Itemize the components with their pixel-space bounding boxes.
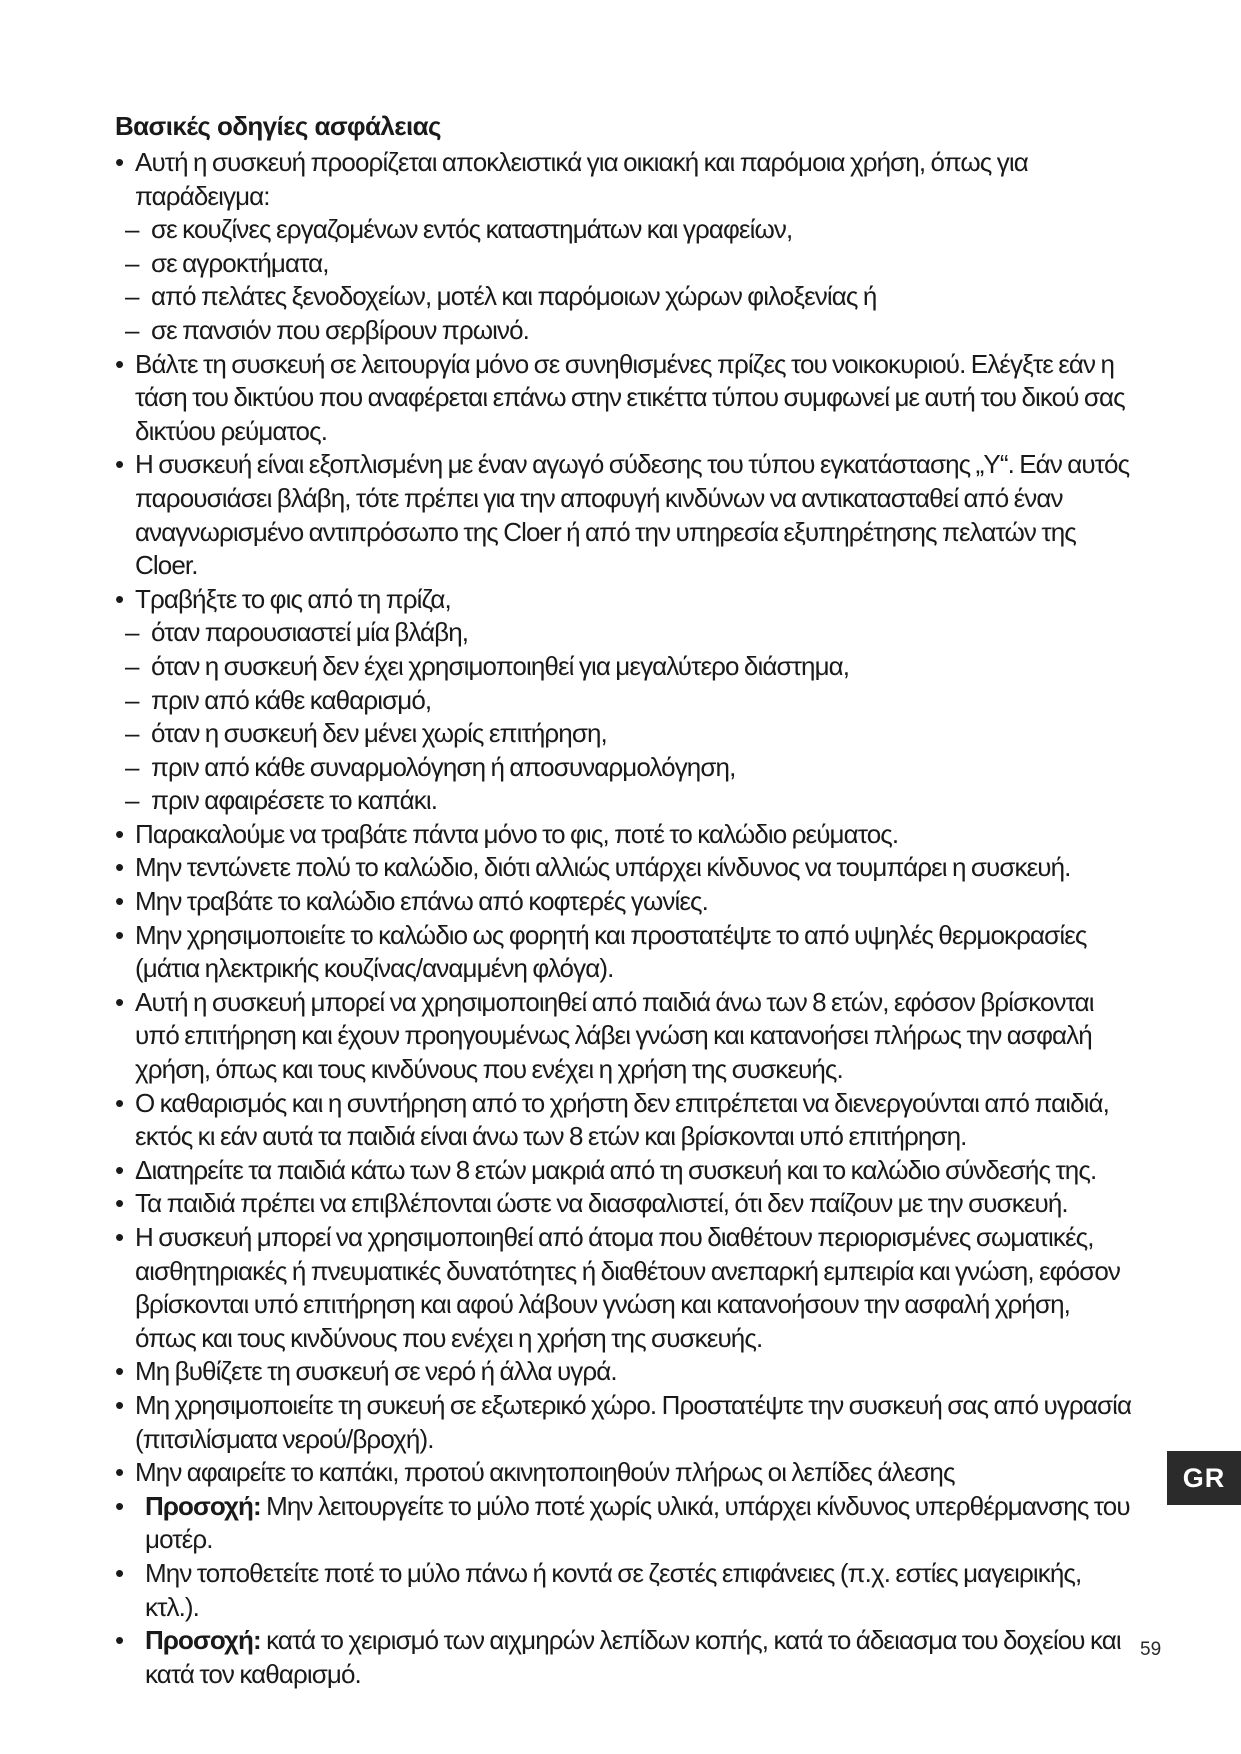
section-heading: Βασικές οδηγίες ασφάλειας [115, 111, 441, 141]
list-item: • Μην τοποθετείτε ποτέ το μύλο πάνω ή κοντά σε ζεστές επιφάνειες (π.χ. εστίες μαγειρικής, κτλ.). [115, 1557, 1135, 1624]
list-item: • Αυτή η συσκευή μπορεί να χρησιμοποιηθεί από παιδιά άνω των 8 ετών, εφόσον βρίσκονται υπό επιτήρηση και έχουν προηγουμένως λάβει γνώση και κατανοήσει πλήρως την ασφαλή χρήση, όπως και τους κινδύνους που ενέχει η χρήση της συσκευής. [115, 986, 1135, 1087]
list-item: • Ο καθαρισμός και η συντήρηση από το χρήστη δεν επιτρέπεται να διενεργούνται από παιδιά, εκτός κι εάν αυτά τα παιδιά είναι άνω των 8 ετών και βρίσκονται υπό επιτήρηση. [115, 1087, 1135, 1154]
list-item: • Μην χρησιμοποιείτε το καλώδιο ως φορητή και προστατέψτε το από υψηλές θερμοκρασίες (μάτια ηλεκτρικής κουζίνας/αναμμένη φλόγα). [115, 919, 1135, 986]
instruction-page [115, 108, 1135, 1691]
list-subitem: – πριν από κάθε καθαρισμό, [115, 684, 1135, 718]
list-subitem: – όταν η συσκευή δεν μένει χωρίς επιτήρηση, [115, 717, 1135, 751]
list-item: • Διατηρείτε τα παιδιά κάτω των 8 ετών μακριά από τη συσκευή και το καλώδιο σύνδεσής της. [115, 1154, 1135, 1188]
list-item: • Παρακαλούμε να τραβάτε πάντα μόνο το φις, ποτέ το καλώδιο ρεύματος. [115, 818, 1135, 852]
list-item: • Η συσκευή είναι εξοπλισμένη με έναν αγωγό σύδεσης του τύπου εγκατάστασης „Y“. Εάν αυτός παρουσιάσει βλάβη, τότε πρέπει για την αποφυγή κινδύνων να αντικατασταθεί από έναν αναγνωρισμένο αντιπρόσωπο της Cloer ή από την υπηρεσία εξυπηρέτησης πελατών της Cloer. [115, 448, 1135, 582]
list-item: • Τα παιδιά πρέπει να επιβλέπονται ώστε να διασφαλιστεί, ότι δεν παίζουν με την συσκευή. [115, 1187, 1135, 1221]
list-item: • Μην τραβάτε το καλώδιο επάνω από κοφτερές γωνίες. [115, 885, 1135, 919]
list-item: • Μη βυθίζετε τη συσκευή σε νερό ή άλλα υγρά. [115, 1355, 1135, 1389]
list-subitem: – σε πανσιόν που σερβίρουν πρωινό. [115, 314, 1135, 348]
list-subitem: – σε αγροκτήματα, [115, 247, 1135, 281]
list-item: • Αυτή η συσκευή προορίζεται αποκλειστικά για οικιακή και παρόμοια χρήση, όπως για παράδειγμα: [115, 146, 1135, 213]
list-item: • Μη χρησιμοποιείτε τη συκευή σε εξωτερικό χώρο. Προστατέψτε την συσκευή σας από υγρασία (πιτσιλίσματα νερού/βροχή). [115, 1389, 1135, 1456]
list-item: • Βάλτε τη συσκευή σε λειτουργία μόνο σε συνηθισμένες πρίζες του νοικοκυριού. Ελέγξτε εάν η τάση του δικτύου που αναφέρεται επάνω στην ετικέττα τύπου συμφωνεί με αυτή του δικού σας δικτύου ρεύματος. [115, 348, 1135, 449]
list-subitem: – από πελάτες ξενοδοχείων, μοτέλ και παρόμοιων χώρων φιλοξενίας ή [115, 280, 1135, 314]
list-subitem: – όταν η συσκευή δεν έχει χρησιμοποιηθεί για μεγαλύτερο διάστημα, [115, 650, 1135, 684]
warning-label: Προσοχή: [145, 1490, 261, 1521]
safety-list [115, 146, 1135, 1691]
list-item: • Μην αφαιρείτε το καπάκι, προτού ακινητοποιηθούν πλήρως οι λεπίδες άλεσης [115, 1456, 1135, 1490]
list-item: • Η συσκευή μπορεί να χρησιμοποιηθεί από άτομα που διαθέτουν περιορισμένες σωματικές, αισθητηριακές ή πνευματικές δυνατότητες ή διαθέτουν ανεπαρκή εμπειρία και γνώση, εφόσον βρίσκονται υπό επιτήρηση και αφού λάβουν γνώση και κατανοήσουν την ασφαλή χρήση, όπως και τους κινδύνους που ενέχει η χρήση της συσκευής. [115, 1221, 1135, 1355]
list-subitem: – πριν αφαιρέσετε το καπάκι. [115, 784, 1135, 818]
page-number: 59 [1140, 1639, 1162, 1660]
language-tab: GR [1167, 1451, 1241, 1505]
warning-label: Προσοχή: [145, 1625, 261, 1656]
list-subitem: – πριν από κάθε συναρμολόγηση ή αποσυναρμολόγηση, [115, 751, 1135, 785]
list-subitem: – σε κουζίνες εργαζομένων εντός καταστημάτων και γραφείων, [115, 213, 1135, 247]
list-subitem: – όταν παρουσιαστεί μία βλάβη, [115, 616, 1135, 650]
list-item-warning: • Προσοχή: Μην λειτουργείτε το μύλο ποτέ χωρίς υλικά, υπάρχει κίνδυνος υπερθέρμανσης του μοτέρ. [115, 1490, 1135, 1557]
list-item: • Μην τεντώνετε πολύ το καλώδιο, διότι αλλιώς υπάρχει κίνδυνος να τουμπάρει η συσκευή. [115, 851, 1135, 885]
list-item: • Τραβήξτε το φις από τη πρίζα, [115, 583, 1135, 617]
list-item-warning: • Προσοχή: κατά το χειρισμό των αιχμηρών λεπίδων κοπής, κατά το άδειασμα του δοχείου και κατά τον καθαρισμό. [115, 1624, 1135, 1691]
